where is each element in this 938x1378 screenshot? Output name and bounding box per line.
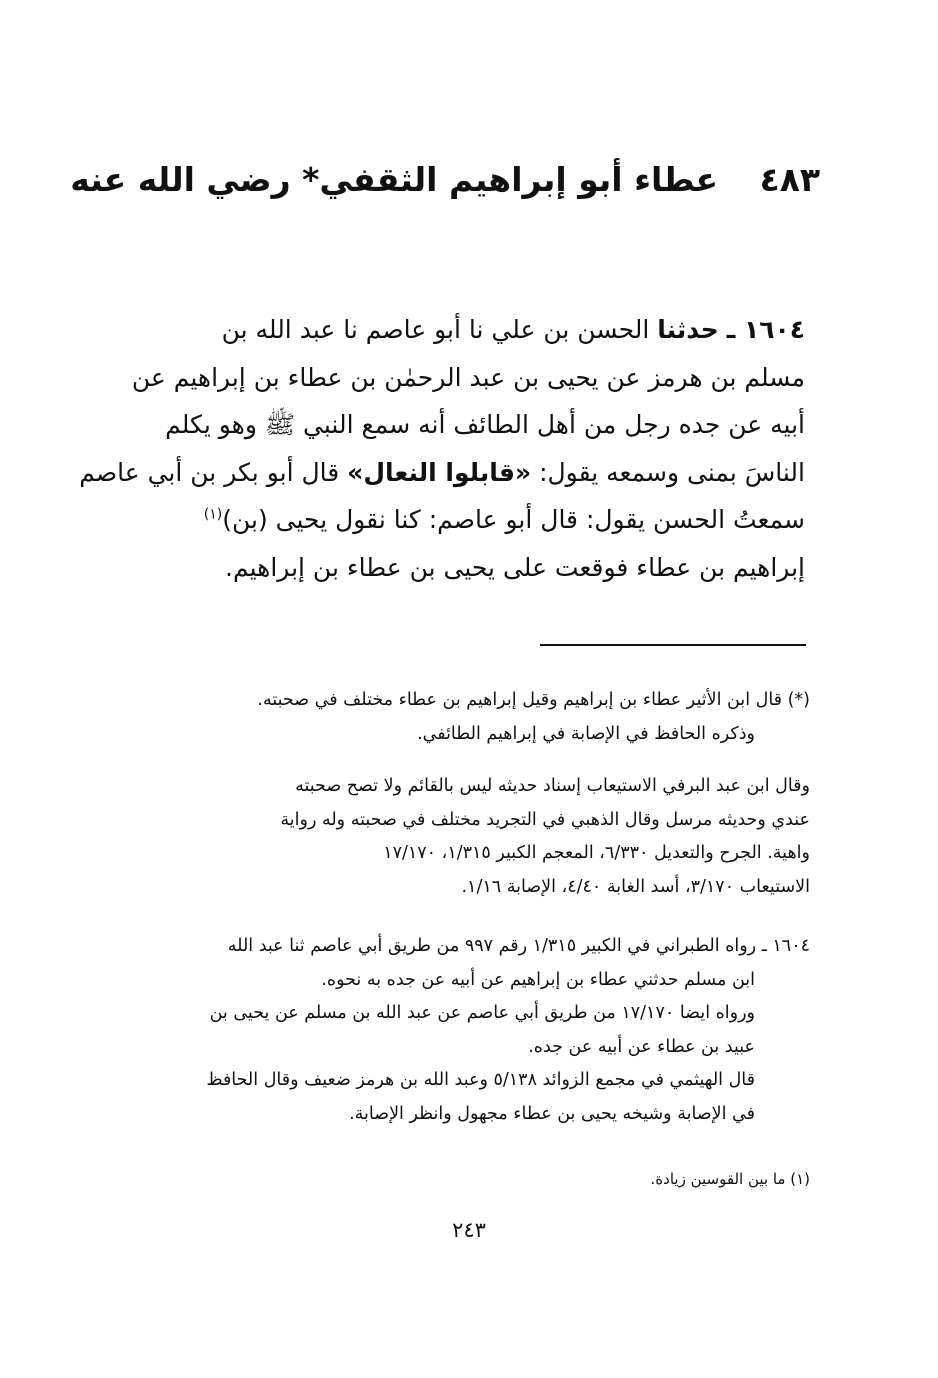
entry-heading <box>70 150 820 210</box>
hadith-text <box>79 306 805 591</box>
entry-number: ٤٨٣ <box>759 160 820 199</box>
footnote-1: (١) ما بين القوسين زيادة. <box>650 1170 810 1188</box>
hadith-line: ١٦٠٤ ـ حدثنا الحسن بن علي نا أبو عاصم نا عبد الله بن <box>221 315 805 344</box>
footnote-separator <box>540 644 806 646</box>
page-number: ٢٤٣ <box>452 1218 486 1242</box>
entry-title: عطاء أبو إبراهيم الثقفي* رضي الله عنه <box>70 160 719 199</box>
hadith-line: الناسَ بمنى وسمعه يقول: «قابلوا النعال» قال أبو بكر بن أبي عاصم <box>79 457 805 487</box>
hadith-line: مسلم بن هرمز عن يحيى بن عبد الرحمٰن بن عطاء بن إبراهيم عن <box>131 362 805 392</box>
hadith-line: إبراهيم بن عطاء فوقعت على يحيى بن عطاء بن إبراهيم. <box>225 552 805 582</box>
footnote-ref: (١) <box>203 506 223 523</box>
hadith-line: سمعتُ الحسن يقول: قال أبو عاصم: كنا نقول يحيى (بن)$^{(١)}$ <box>203 505 805 534</box>
hadith-number: ١٦٠٤ ـ <box>726 315 805 344</box>
hadith-line: أبيه عن جده رجل من أهل الطائف أنه سمع النبي ﷺ وهو يكلم <box>165 410 805 439</box>
footnote-star: (*) قال ابن الأثير عطاء بن إبراهيم وقيل إبراهيم بن عطاء مختلف في صحبته. وذكره الحافظ في الإصابة في إبراهيم الطائفي. <box>257 690 810 744</box>
footnote-1604: ١٦٠٤ ـ رواه الطبراني في الكبير ١/٣١٥ رقم ٩٩٧ من طريق أبي عاصم ثنا عبد الله ابن مسلم حدثني عطاء بن إبراهيم عن أبيه عن جده به نحوه. ورواه ايضا ١٧/١٧٠ من طريق أبي عاصم عن عبد الله بن مسلم عن يحيى بن عبيد بن عطاء عن أبيه عن جده. قال الهيثمي في مجمع الزوائد ٥/١٣٨ وعبد الله بن هرمز ضعيف وقال الحافظ في الإصابة وشيخه يحيى بن عطاء مجهول وانظر الإصابة. <box>206 936 810 1124</box>
prophetic-quote: «قابلوا النعال» <box>347 457 532 487</box>
footnote-star-continued: وقال ابن عبد البرفي الاستيعاب إسناد حديثه ليس بالقائم ولا تصح صحبته عندي وحديثه مرسل وقال الذهبي في التجريد مختلف في صحبته وله رواية واهية. الجرح والتعديل ٦/٣٣٠، المعجم الكبير ١/٣١٥، ١٧/١٧٠ الاستيعاب ٣/١٧٠، أسد الغابة ٤/٤٠، الإصابة ١/١٦. <box>280 776 810 897</box>
hadith-lead: حدثنا <box>657 315 719 344</box>
